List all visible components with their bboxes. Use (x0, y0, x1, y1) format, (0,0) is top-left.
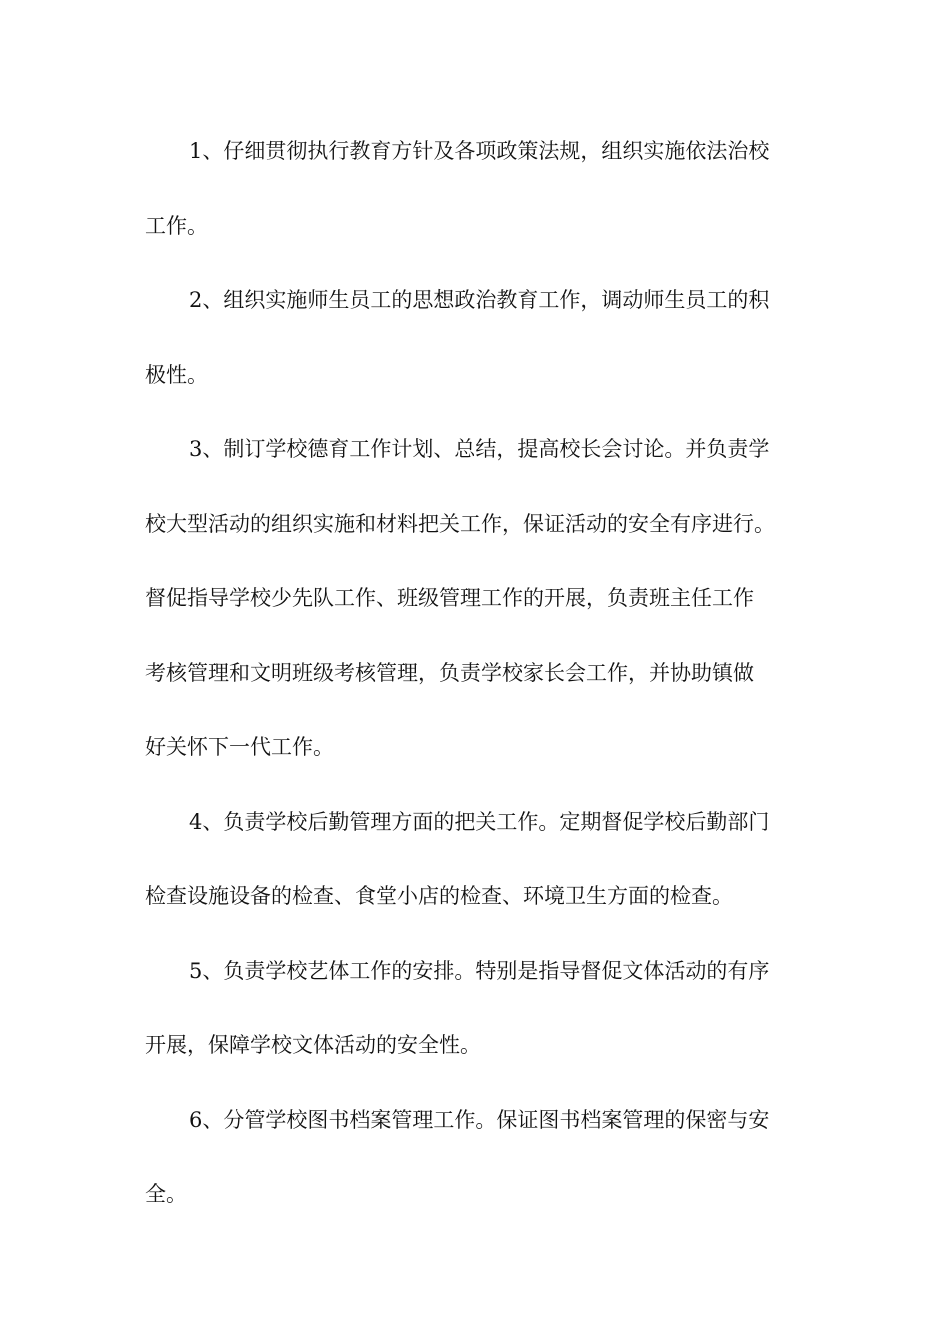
paragraph-line: 3、制订学校德育工作计划、总结，提高校长会讨论。并负责学 (189, 437, 770, 461)
paragraph-2 (145, 263, 810, 412)
paragraph-line: 校大型活动的组织实施和材料把关工作，保证活动的安全有序进行。 (145, 511, 775, 536)
paragraph-line: 6、分管学校图书档案管理工作。保证图书档案管理的保密与安 (189, 1107, 770, 1132)
paragraph-1 (145, 114, 810, 263)
paragraph-line: 考核管理和文明班级考核管理，负责学校家长会工作，并协助镇做 (145, 660, 754, 685)
paragraph-line: 好关怀下一代工作。 (145, 735, 334, 759)
paragraph-5 (145, 934, 810, 1083)
paragraph-line: 全。 (145, 1182, 187, 1206)
paragraph-line: 极性。 (145, 362, 208, 387)
paragraph-line: 工作。 (145, 213, 208, 238)
paragraph-3 (145, 412, 810, 785)
paragraph-line: 督促指导学校少先队工作、班级管理工作的开展，负责班主任工作 (145, 586, 754, 610)
document-body (145, 114, 810, 1232)
paragraph-line: 开展，保障学校文体活动的安全性。 (145, 1033, 481, 1057)
paragraph-line: 5、负责学校艺体工作的安排。特别是指导督促文体活动的有序 (189, 958, 770, 983)
paragraph-line: 检查设施设备的检查、食堂小店的检查、环境卫生方面的检查。 (145, 884, 733, 908)
paragraph-6 (145, 1083, 810, 1232)
paragraph-4 (145, 785, 810, 934)
paragraph-line: 2、组织实施师生员工的思想政治教育工作，调动师生员工的积 (189, 288, 770, 312)
paragraph-line: 1、仔细贯彻执行教育方针及各项政策法规，组织实施依法治校 (189, 139, 770, 163)
paragraph-line: 4、负责学校后勤管理方面的把关工作。定期督促学校后勤部门 (189, 809, 770, 834)
